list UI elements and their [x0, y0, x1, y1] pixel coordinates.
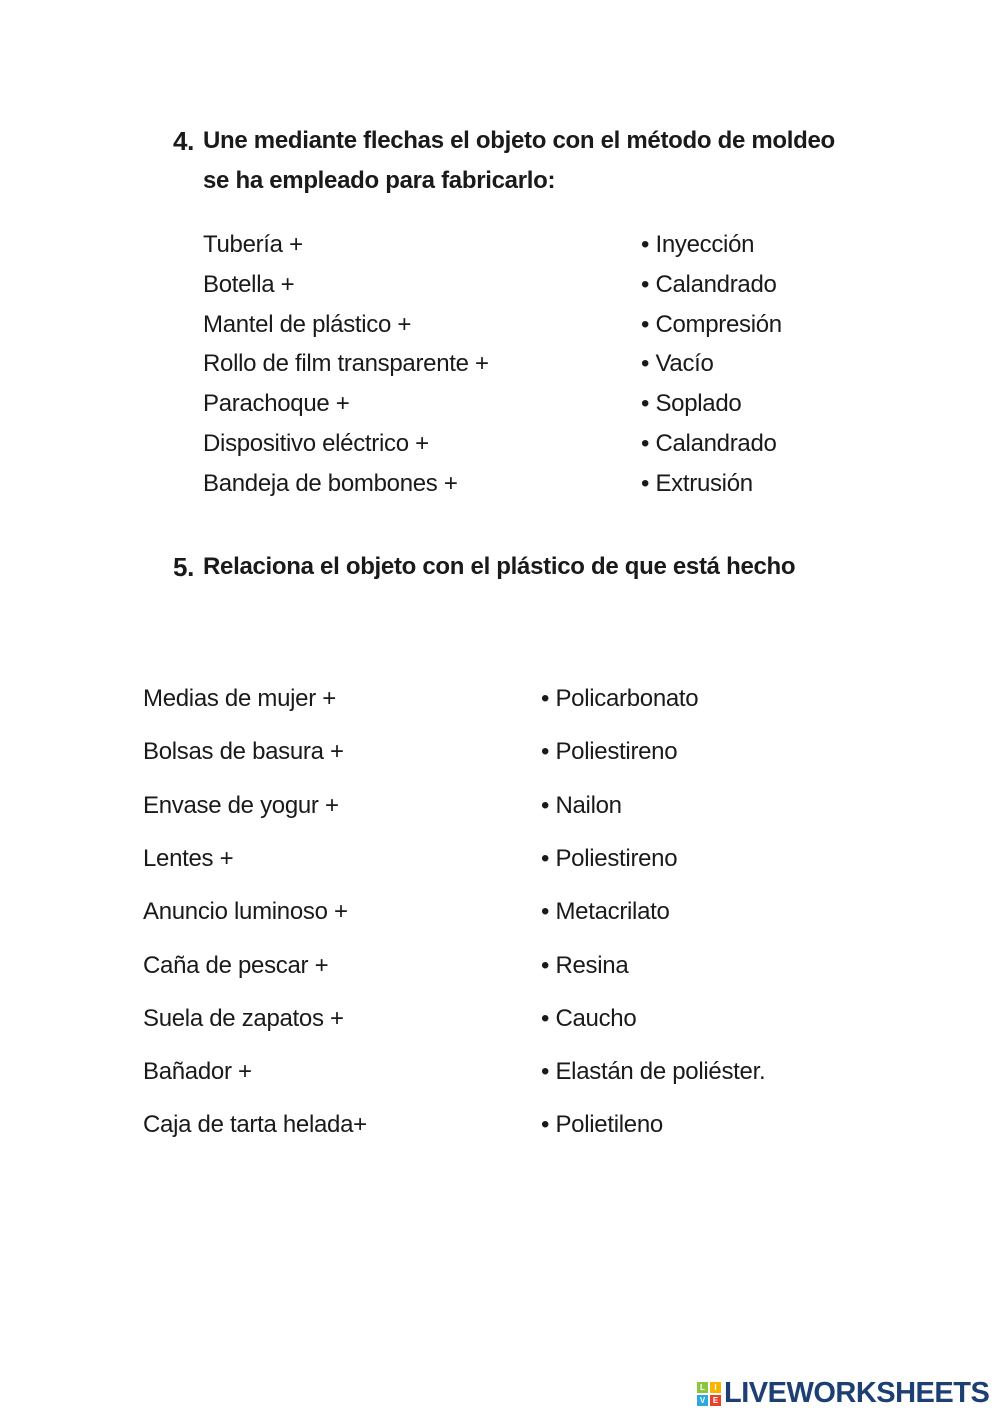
answer-item[interactable]: • Metacrilato	[541, 898, 670, 926]
object-item[interactable]: Caña de pescar +	[143, 951, 329, 979]
logo-letter: L	[697, 1382, 708, 1393]
question-text: Une mediante flechas el objeto con el método de moldeo se ha empleado para fabricarlo:	[203, 127, 835, 194]
answer-item[interactable]: • Calandrado	[641, 430, 777, 457]
logo-letter: E	[710, 1395, 721, 1406]
question-5-heading	[173, 547, 843, 587]
answer-item[interactable]: • Vacío	[641, 350, 714, 378]
question-number: 5.	[173, 552, 195, 582]
answer-item[interactable]: • Calandrado	[641, 270, 777, 298]
answer-item[interactable]: • Compresión	[641, 310, 782, 338]
object-item[interactable]: Lentes +	[143, 844, 234, 872]
object-item[interactable]: Caja de tarta helada+	[143, 1111, 367, 1139]
object-item[interactable]: Bañador +	[143, 1058, 252, 1086]
logo-text: LIVEWORKSHEETS	[724, 1377, 990, 1409]
object-item[interactable]: Envase de yogur +	[143, 791, 339, 819]
object-item[interactable]: Medias de mujer +	[143, 685, 336, 712]
answer-item[interactable]: • Soplado	[641, 390, 742, 418]
object-item[interactable]: Bolsas de basura +	[143, 738, 344, 766]
answer-item[interactable]: • Inyección	[641, 231, 755, 258]
answer-item[interactable]: • Caucho	[541, 1004, 637, 1032]
object-item[interactable]: Mantel de plástico +	[203, 310, 412, 338]
logo-letter: I	[710, 1382, 721, 1393]
answer-item[interactable]: • Nailon	[541, 791, 622, 819]
logo-letter: V	[697, 1395, 708, 1406]
answer-item[interactable]: • Poliestireno	[541, 738, 678, 766]
question-4-heading	[173, 121, 843, 201]
object-item[interactable]: Dispositivo eléctrico +	[203, 430, 429, 457]
object-item[interactable]: Anuncio luminoso +	[143, 898, 348, 926]
object-item[interactable]: Suela de zapatos +	[143, 1004, 344, 1032]
liveworksheets-logo	[697, 1377, 989, 1410]
question-text: Relaciona el objeto con el plástico de que está hecho	[203, 553, 796, 580]
answer-item[interactable]: • Policarbonato	[541, 685, 699, 712]
object-item[interactable]: Bandeja de bombones +	[203, 469, 458, 497]
answer-item[interactable]: • Resina	[541, 951, 629, 979]
object-item[interactable]: Botella +	[203, 270, 295, 298]
object-item[interactable]: Rollo de film transparente +	[203, 350, 489, 378]
answer-item[interactable]: • Poliestireno	[541, 844, 678, 872]
object-item[interactable]: Parachoque +	[203, 390, 350, 418]
answer-item[interactable]: • Extrusión	[641, 469, 753, 497]
object-item[interactable]: Tubería +	[203, 231, 303, 258]
question-number: 4.	[173, 126, 195, 156]
answer-item[interactable]: • Polietileno	[541, 1111, 663, 1139]
logo-blocks-icon	[697, 1382, 721, 1406]
answer-item[interactable]: • Elastán de poliéster.	[541, 1058, 766, 1086]
